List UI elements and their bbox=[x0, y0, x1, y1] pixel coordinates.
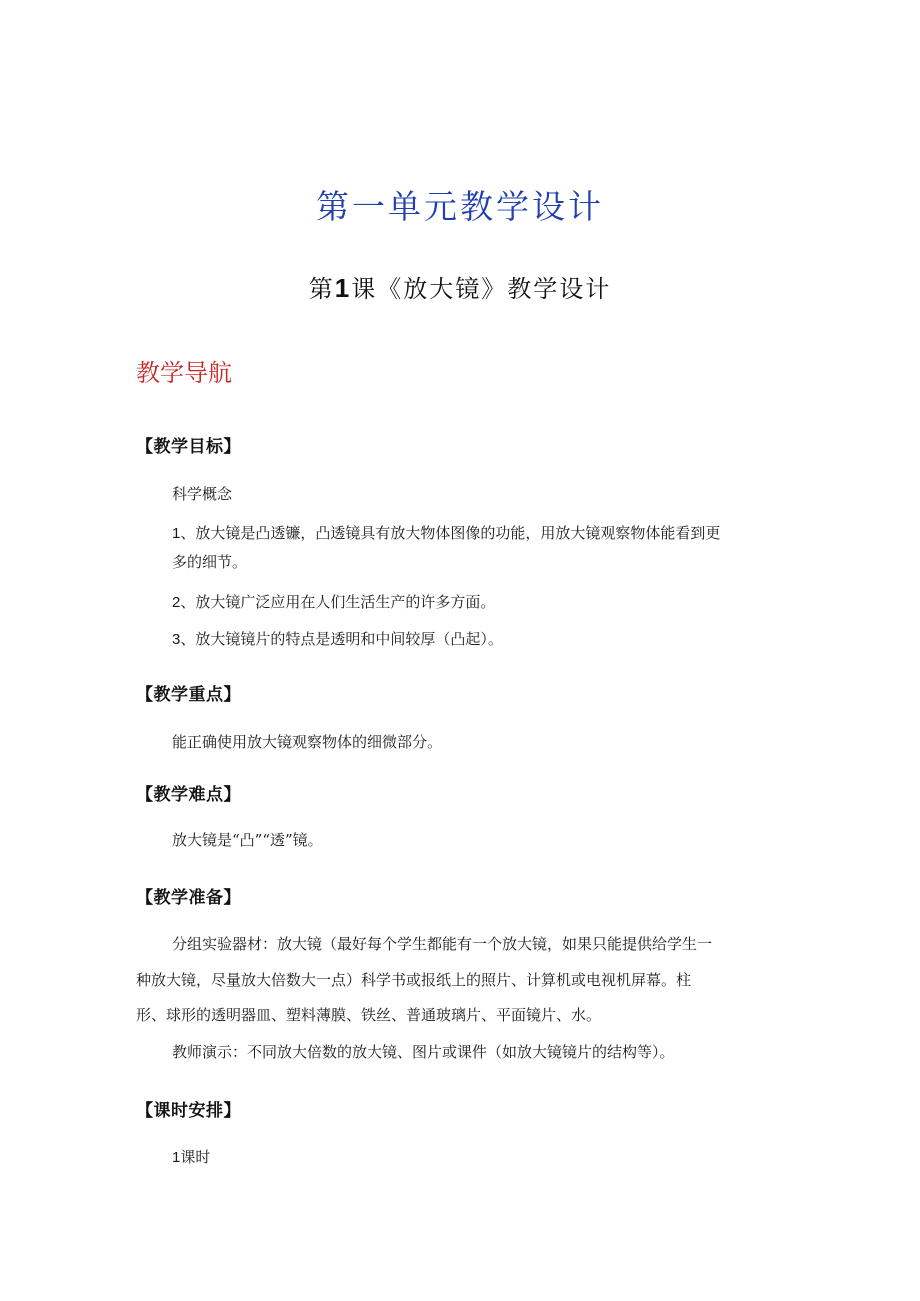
unit-title: 第一单元教学设计 bbox=[316, 187, 604, 226]
group-materials-line3: 形、球形的透明器皿、塑料薄膜、铁丝、普通玻璃片、平面镜片、水。 bbox=[136, 1006, 602, 1024]
schedule-number: 1 bbox=[172, 1149, 181, 1166]
objective-item-1-number: 1 bbox=[172, 525, 181, 542]
objective-item-1-line1 bbox=[172, 522, 720, 543]
objective-item-1-text: 、放大镜是凸透镰，凸透镜具有放大物体图像的功能，用放大镜观察物体能看到更 bbox=[180, 524, 721, 542]
objectives-heading: 【教学目标】 bbox=[136, 437, 241, 457]
lesson-title-prefix: 第 bbox=[308, 275, 335, 303]
key-points-heading: 【教学重点】 bbox=[136, 685, 241, 705]
science-concept-subheading: 科学概念 bbox=[172, 485, 233, 503]
lesson-title bbox=[0, 269, 920, 304]
lesson-number: 1 bbox=[334, 273, 352, 303]
group-materials-line2: 种放大镜，尽量放大倍数大一点）科学书或报纸上的照片、计算机或电视机屏幕。柱 bbox=[136, 971, 692, 989]
difficulties-heading: 【教学难点】 bbox=[136, 785, 241, 805]
teaching-navigation-heading: 教学导航 bbox=[136, 359, 232, 387]
objective-item-3-number: 3 bbox=[172, 631, 181, 648]
objective-item-2 bbox=[172, 591, 495, 612]
teacher-demo-text: 教师演示：不同放大倍数的放大镜、图片或课件（如放大镜镜片的结构等）。 bbox=[172, 1043, 675, 1061]
lesson-title-suffix: 课《放大镜》教学设计 bbox=[351, 275, 612, 303]
objective-item-1-line2: 多的细节。 bbox=[172, 553, 248, 571]
difficulties-text: 放大镜是“凸”“透”镜。 bbox=[172, 831, 323, 849]
key-points-text: 能正确使用放大镜观察物体的细微部分。 bbox=[172, 733, 443, 751]
objective-item-3-text: 、放大镜镜片的特点是透明和中间较厚（凸起）。 bbox=[180, 630, 503, 648]
preparation-heading: 【教学准备】 bbox=[136, 888, 241, 908]
schedule-heading: 【课时安排】 bbox=[136, 1101, 241, 1121]
objective-item-2-text: 、放大镜广泛应用在人们生活生产的许多方面。 bbox=[180, 593, 496, 611]
objective-item-3 bbox=[172, 628, 503, 649]
group-materials-line1: 分组实验器材：放大镜（最好每个学生都能有一个放大镜，如果只能提供给学生一 bbox=[172, 935, 713, 953]
schedule-unit: 课时 bbox=[180, 1148, 211, 1166]
objective-item-2-number: 2 bbox=[172, 594, 181, 611]
schedule-text bbox=[172, 1146, 210, 1167]
